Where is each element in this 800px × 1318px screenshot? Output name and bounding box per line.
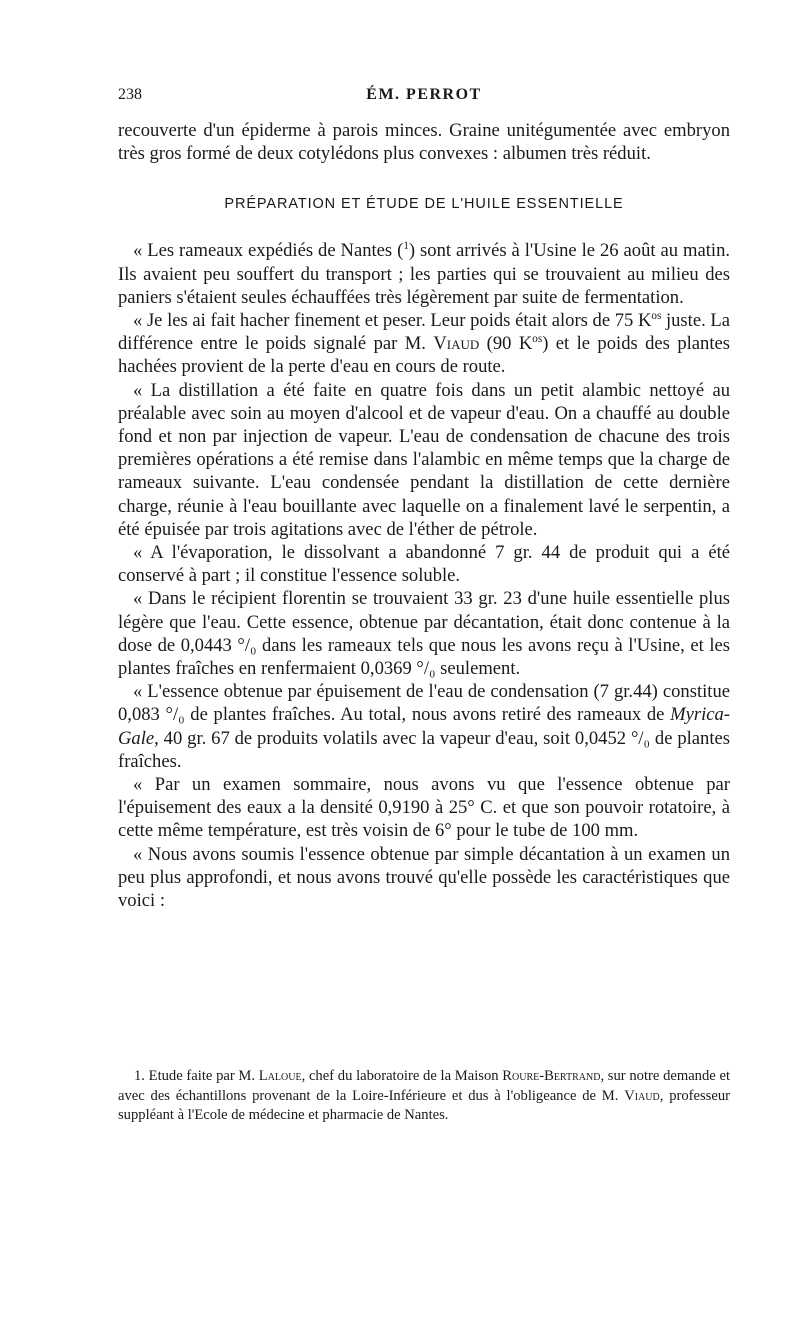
body-text — [118, 119, 730, 912]
person-name: Viaud — [433, 333, 480, 355]
paragraph-1-text-cont: ) sont arrivés à l'Usine le 26 août au matin. Ils avaient peu souffert du transport ; les parties qui se trouvaient au milieu des paniers s'étaient seules échauffées très légèrement par suite de fermentation. — [118, 240, 731, 308]
paragraph-1-text: « Les rameaux expédiés de Nantes ( — [133, 240, 404, 262]
paragraph-1 — [118, 239, 730, 309]
paragraph-2-text-cont: juste. La différence entre le poids signalé par M. — [118, 310, 730, 355]
paragraph-6-text-cont: , 40 gr. 67 de produits volatils avec la vapeur d'eau, soit 0,0452 °/₀ de plantes fraîches. — [118, 727, 730, 772]
page-header — [118, 86, 730, 114]
paragraph-3: « La distillation a été faite en quatre fois dans un petit alambic nettoyé au préalable avec soin au moyen d'alcool et de vapeur d'eau. On a chauffé au double fond et non par injection de vapeur. L'eau de condensation de chacune des trois premières opérations a été remise dans l'alambic en même temps que la charge de rameaux suivante. L'eau condensée pendant la distillation de cette dernière charge, réunie à l'eau bouillante avec laquelle on a finalement lavé le serpentin, a été épuisée par trois agitations avec de l'éther de pétrole. — [118, 379, 730, 540]
footnote-ref[interactable]: 1 — [403, 240, 409, 253]
kilo-unit-sup: os — [532, 333, 543, 346]
paragraph-4: « A l'évaporation, le dissolvant a abandonné 7 gr. 44 de produit qui a été conservé à part ; il constitue l'essence soluble. — [118, 542, 730, 587]
paragraph-7: « Par un examen sommaire, nous avons vu que l'essence obtenue par l'épuisement des eaux a la densité 0,9190 à 25° C. et que son pouvoir rotatoire, à cette même température, est très voisin de 6° pour le tube de 100 mm. — [118, 774, 730, 842]
paragraph-2-text-end: ) et le poids des plantes hachées provient de la perte d'eau en cours de route. — [118, 333, 730, 378]
footnote-text: 1. Etude faite par M. — [134, 1068, 259, 1084]
paragraph-2-text-cont: (90 K — [479, 333, 533, 355]
species-name: Myrica-Gale — [118, 704, 730, 749]
section-heading: PRÉPARATION ET ÉTUDE DE L'HUILE ESSENTIELLE — [224, 196, 624, 213]
paragraph-6 — [118, 680, 730, 773]
footnote-text: , chef du laboratoire de la Maison — [301, 1068, 503, 1084]
kilo-unit-sup: os — [651, 309, 662, 322]
footnote-text: , sur notre demande et avec des échantillons provenant de la Loire-Inférieure et dus à l'obligeance de M. — [118, 1068, 730, 1104]
person-name: Viaud — [624, 1087, 660, 1104]
intro-paragraph: recouverte d'un épiderme à parois minces. Graine unitégumentée avec embryon très gros formé de deux cotylédons plus convexes : albumen très réduit. — [118, 120, 730, 165]
running-head: ÉM. PERROT — [366, 86, 482, 103]
paragraph-6-text: « L'essence obtenue par épuisement de l'eau de condensation (7 gr.44) constitue 0,083 °/₀ de plantes fraîches. Au total, nous avons retiré des rameaux de — [118, 681, 730, 726]
company-name: Roure-Bertrand — [502, 1068, 601, 1084]
footnote-1 — [118, 1067, 730, 1126]
paragraph-8: « Nous avons soumis l'essence obtenue par simple décantation à un examen un peu plus approfondi, et nous avons trouvé qu'elle possède les caractéristiques que voici : — [118, 843, 730, 912]
footnotes — [118, 1067, 730, 1126]
footnote-text: , professeur suppléant à l'Ecole de médecine et pharmacie de Nantes. — [118, 1087, 730, 1124]
paragraph-5: « Dans le récipient florentin se trouvaient 33 gr. 23 d'une huile essentielle plus légère que l'eau. Cette essence, obtenue par décantation, était donc contenue à la dose de 0,0443 °/₀ dans les rameaux tels que nous les avons reçu à l'Usine, et les plantes fraîches en renfermaient 0,0369 °/₀ seulement. — [118, 588, 730, 680]
person-name: Laloue — [258, 1068, 302, 1084]
paragraph-2 — [118, 309, 730, 379]
page-number: 238 — [118, 86, 142, 103]
paragraph-2-text: « Je les ai fait hacher finement et peser. Leur poids était alors de 75 K — [133, 310, 652, 332]
